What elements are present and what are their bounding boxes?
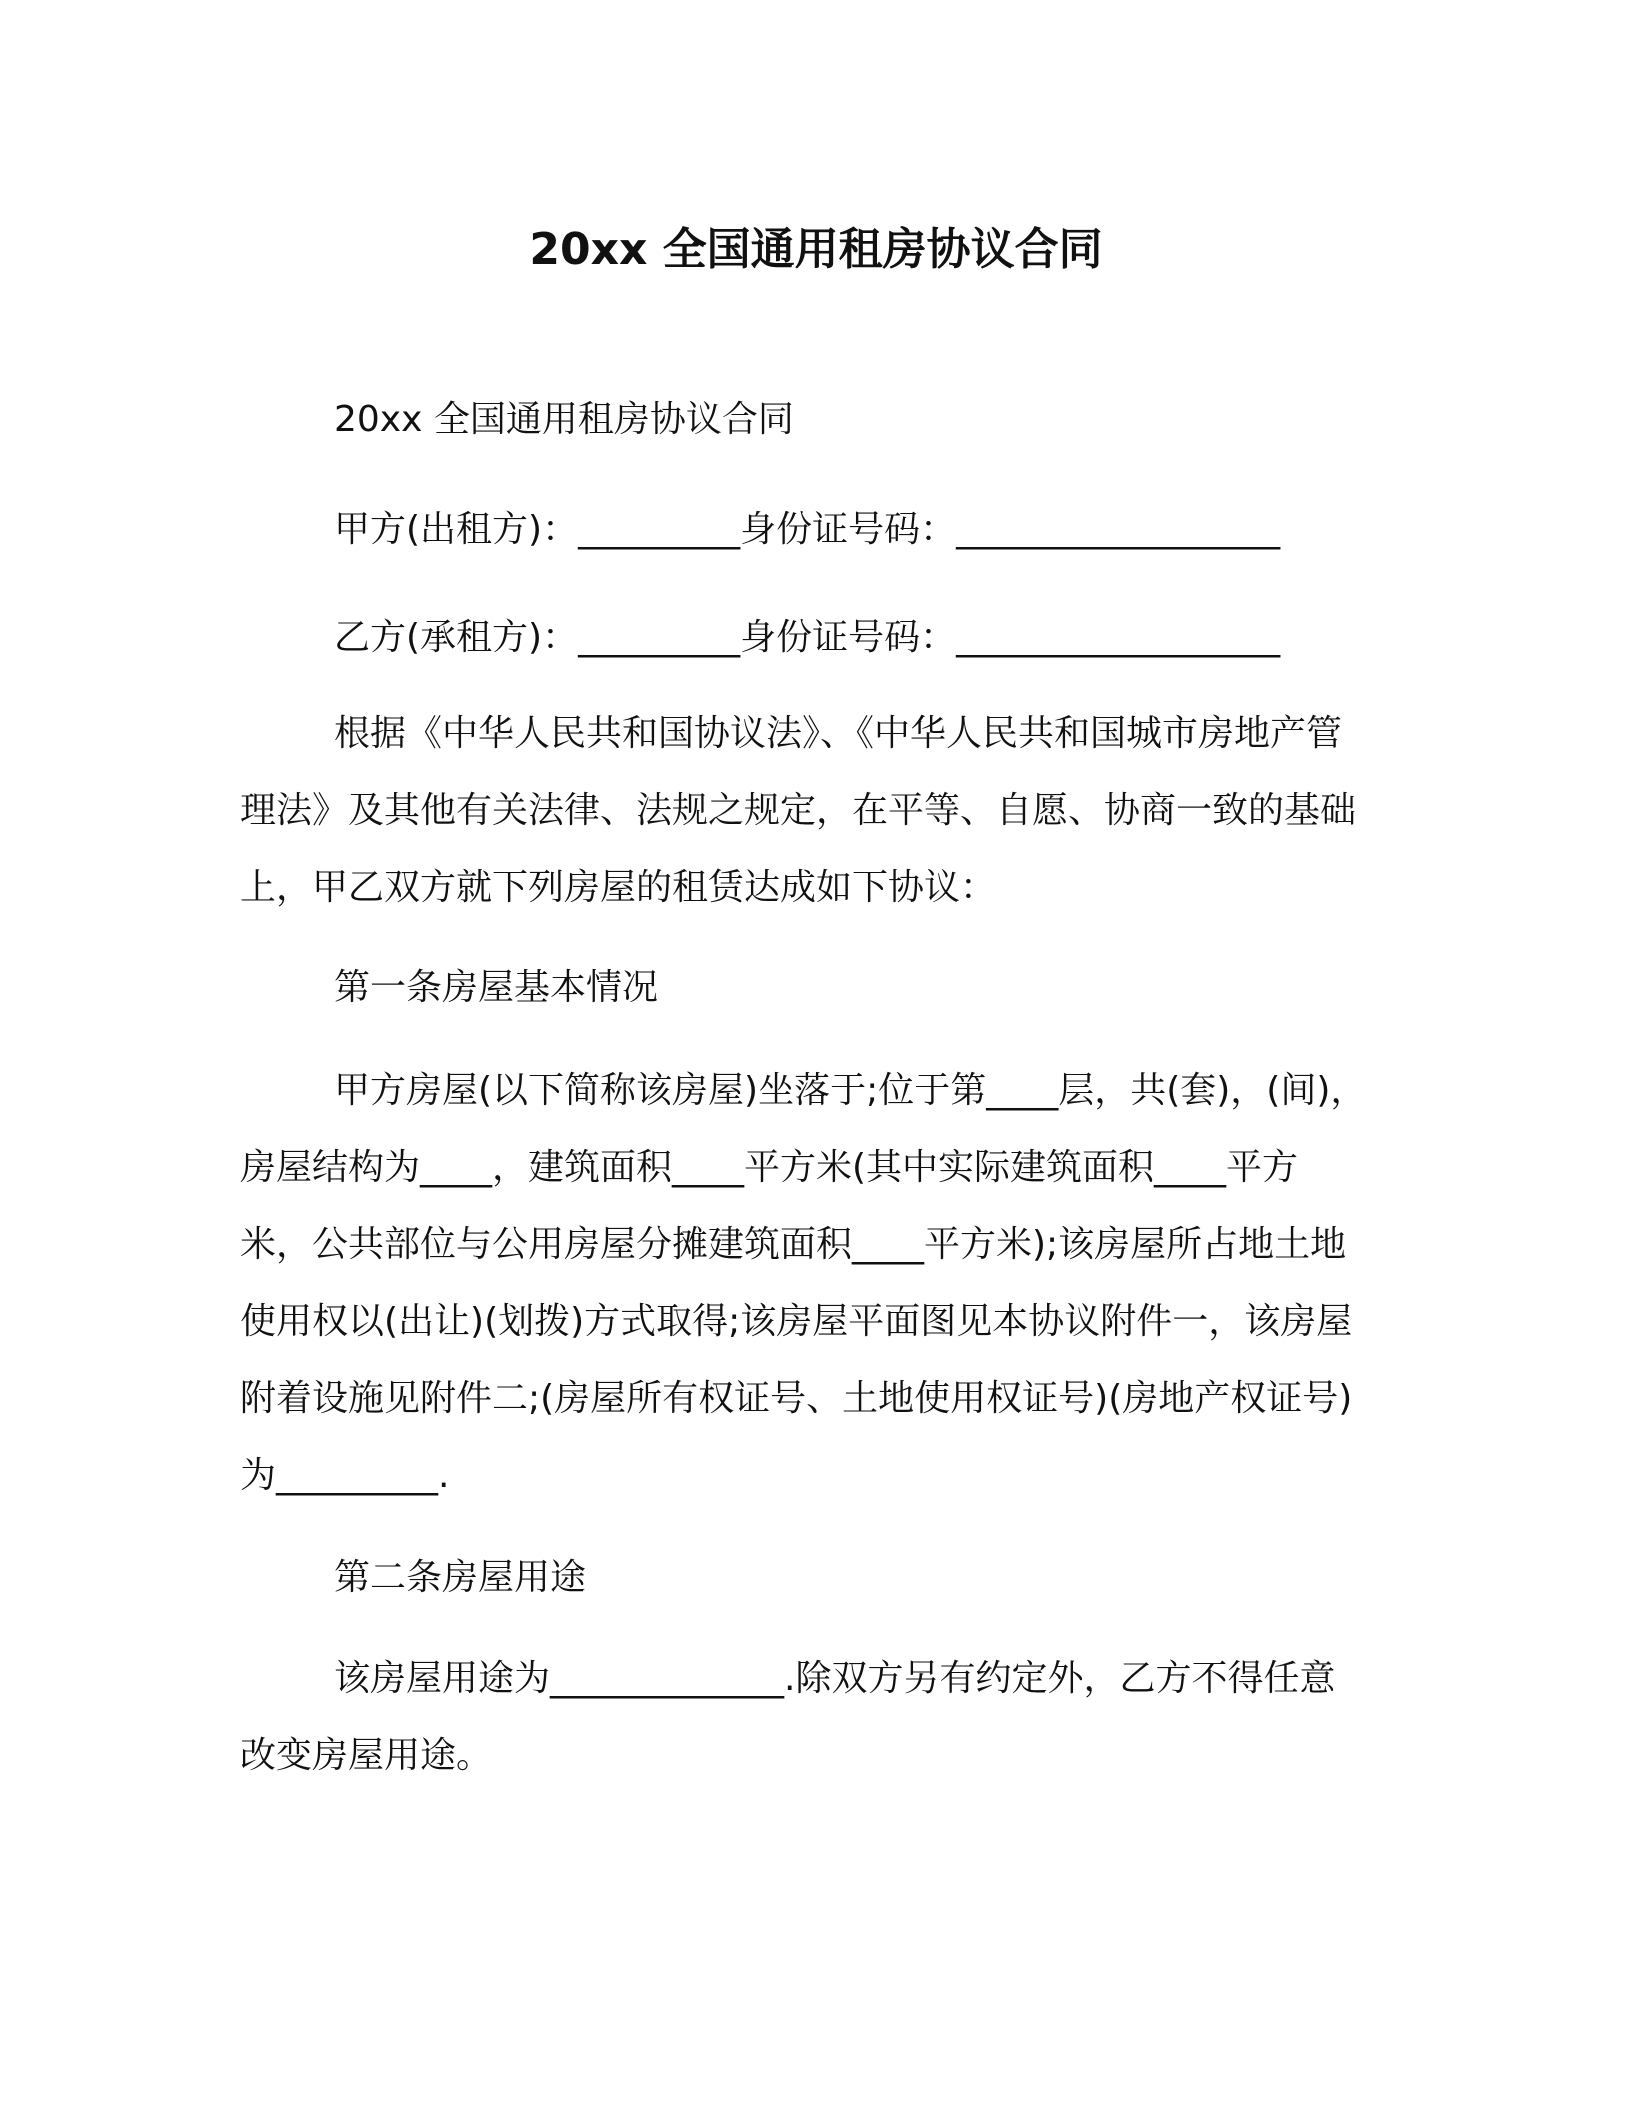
article1-paragraph: 甲方房屋(以下简称该房屋)坐落于;位于第____层，共(套)，(间)，房屋结构为____，建筑面积____平方米(其中实际建筑面积____平方米，公共部位与公用房屋分摊建筑面积____平方米);该房屋所占地土地使用权以(出让)(划拨)方式取得;该房屋平面图见本协议附件一，该房屋附着设施见附件二;(房屋所有权证号、土地使用权证号)(房地产权证号)为_________. [240, 1070, 1367, 1496]
article1-heading: 第一条房屋基本情况 [334, 967, 659, 1008]
article2-section [240, 1640, 1370, 1794]
party-b-line: 乙方(承租方)：_________身份证号码：__________________ [334, 617, 1281, 658]
article2-heading: 第二条房屋用途 [334, 1557, 587, 1598]
document-title: 20xx 全国通用租房协议合同 [529, 224, 1103, 275]
party-a-line: 甲方(出租方)：_________身份证号码：__________________ [334, 509, 1281, 550]
article1-section [240, 1052, 1370, 1514]
document-subtitle: 20xx 全国通用租房协议合同 [334, 399, 794, 440]
preamble-paragraph: 根据《中华人民共和国协议法》、《中华人民共和国城市房地产管理法》及其他有关法律、法规之规定，在平等、自愿、协商一致的基础上，甲乙双方就下列房屋的租赁达成如下协议： [240, 713, 1357, 908]
preamble-section [240, 695, 1370, 926]
article2-paragraph: 该房屋用途为_____________.除双方另有约定外，乙方不得任意改变房屋用途。 [240, 1658, 1336, 1776]
